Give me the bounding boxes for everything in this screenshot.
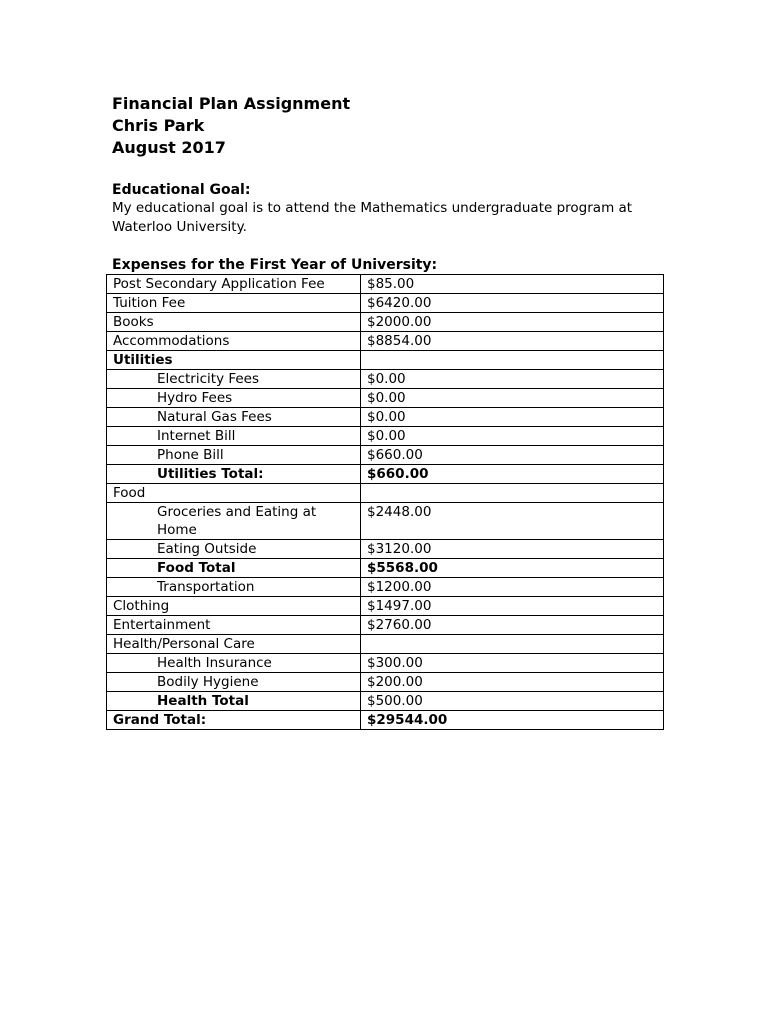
expense-label: Phone Bill bbox=[107, 446, 361, 465]
expense-value: $8854.00 bbox=[361, 332, 664, 351]
expense-label: Eating Outside bbox=[107, 540, 361, 559]
category-label: Food bbox=[107, 484, 361, 503]
expense-label: Electricity Fees bbox=[107, 370, 361, 389]
expense-label: Natural Gas Fees bbox=[107, 408, 361, 427]
expense-value bbox=[361, 484, 664, 503]
expenses-heading: Expenses for the First Year of University: bbox=[112, 257, 438, 273]
expense-label: Health Insurance bbox=[107, 654, 361, 673]
table-row bbox=[107, 370, 664, 389]
expense-value: $0.00 bbox=[361, 389, 664, 408]
expense-label: Tuition Fee bbox=[107, 294, 361, 313]
document-date: August 2017 bbox=[112, 138, 226, 157]
expense-label: Transportation bbox=[107, 578, 361, 597]
document-title: Financial Plan Assignment bbox=[112, 94, 351, 113]
expense-value: $1200.00 bbox=[361, 578, 664, 597]
table-row bbox=[107, 616, 664, 635]
subtotal-label: Utilities Total: bbox=[107, 465, 361, 484]
expense-label: Internet Bill bbox=[107, 427, 361, 446]
table-row bbox=[107, 692, 664, 711]
table-row bbox=[107, 711, 664, 730]
expenses-table bbox=[106, 274, 664, 730]
table-row bbox=[107, 635, 664, 654]
expense-label: Hydro Fees bbox=[107, 389, 361, 408]
expense-value: $300.00 bbox=[361, 654, 664, 673]
table-row bbox=[107, 484, 664, 503]
table-row bbox=[107, 465, 664, 484]
expense-value: $660.00 bbox=[361, 446, 664, 465]
expense-value: $0.00 bbox=[361, 370, 664, 389]
subtotal-value: $660.00 bbox=[361, 465, 664, 484]
table-row bbox=[107, 540, 664, 559]
table-row bbox=[107, 597, 664, 616]
expense-value: $85.00 bbox=[361, 275, 664, 294]
expense-value: $2448.00 bbox=[361, 503, 664, 540]
subtotal-label: Food Total bbox=[107, 559, 361, 578]
table-row bbox=[107, 313, 664, 332]
expense-value: $0.00 bbox=[361, 408, 664, 427]
table-row bbox=[107, 408, 664, 427]
expense-value bbox=[361, 351, 664, 370]
expense-label: Accommodations bbox=[107, 332, 361, 351]
table-row bbox=[107, 578, 664, 597]
expense-value: $200.00 bbox=[361, 673, 664, 692]
table-row bbox=[107, 275, 664, 294]
expense-value bbox=[361, 635, 664, 654]
expense-label: Books bbox=[107, 313, 361, 332]
expense-label: Entertainment bbox=[107, 616, 361, 635]
table-row bbox=[107, 332, 664, 351]
document-header bbox=[112, 93, 350, 159]
expense-label: Clothing bbox=[107, 597, 361, 616]
expense-value: $6420.00 bbox=[361, 294, 664, 313]
category-label: Health/Personal Care bbox=[107, 635, 361, 654]
grand-total-label: Grand Total: bbox=[107, 711, 361, 730]
expense-label: Post Secondary Application Fee bbox=[107, 275, 361, 294]
category-label: Utilities bbox=[107, 351, 361, 370]
table-row bbox=[107, 389, 664, 408]
table-row bbox=[107, 654, 664, 673]
subtotal-value: $500.00 bbox=[361, 692, 664, 711]
table-row bbox=[107, 351, 664, 370]
grand-total-value: $29544.00 bbox=[361, 711, 664, 730]
educational-goal-heading: Educational Goal: bbox=[112, 182, 251, 198]
table-row bbox=[107, 503, 664, 540]
table-row bbox=[107, 446, 664, 465]
table-row bbox=[107, 294, 664, 313]
expense-label: Groceries and Eating at Home bbox=[107, 503, 361, 540]
table-row bbox=[107, 559, 664, 578]
expense-value: $3120.00 bbox=[361, 540, 664, 559]
author-name: Chris Park bbox=[112, 116, 205, 135]
expense-value: $1497.00 bbox=[361, 597, 664, 616]
table-row bbox=[107, 427, 664, 446]
expense-value: $2000.00 bbox=[361, 313, 664, 332]
subtotal-value: $5568.00 bbox=[361, 559, 664, 578]
educational-goal-text: My educational goal is to attend the Mathematics undergraduate program at Waterloo University. bbox=[112, 200, 633, 235]
subtotal-label: Health Total bbox=[107, 692, 361, 711]
expense-value: $2760.00 bbox=[361, 616, 664, 635]
expense-value: $0.00 bbox=[361, 427, 664, 446]
table-row bbox=[107, 673, 664, 692]
expense-label: Bodily Hygiene bbox=[107, 673, 361, 692]
